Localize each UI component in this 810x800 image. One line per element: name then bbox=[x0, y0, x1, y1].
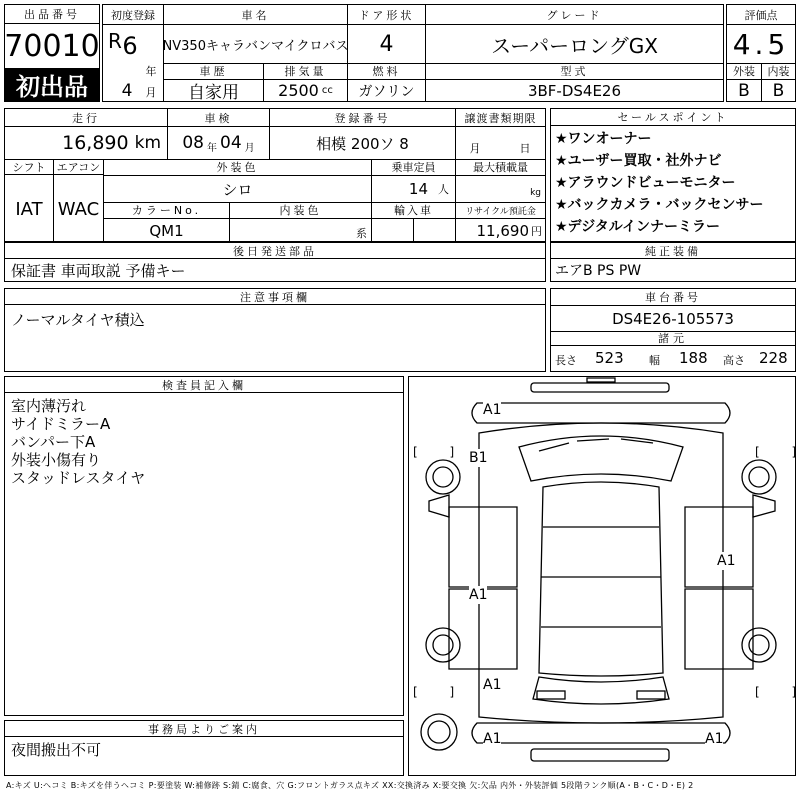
vehicle-details-grid bbox=[4, 108, 546, 242]
inspection-month-unit: 月 bbox=[244, 142, 255, 154]
reg-year: 6 bbox=[122, 32, 138, 60]
bracket-right-front: [ ] bbox=[755, 445, 810, 459]
inspector-line: 外装小傷有り bbox=[11, 451, 102, 469]
score: 4.5 bbox=[732, 27, 790, 61]
front-panel bbox=[472, 403, 730, 423]
ext-grade: B bbox=[738, 80, 750, 101]
model: 3BF-DS4E26 bbox=[527, 81, 622, 100]
spare-wheel bbox=[421, 714, 457, 750]
capacity-label: 乗車定員 bbox=[391, 161, 436, 174]
chassis-box bbox=[550, 288, 796, 372]
later-parts: 保証書 車両取説 予備キー bbox=[11, 262, 186, 280]
int-color-unit: 系 bbox=[356, 227, 367, 240]
lot-number-box bbox=[4, 4, 100, 102]
capacity-unit: 人 bbox=[438, 183, 449, 196]
door-label: ドア形状 bbox=[358, 8, 415, 22]
max-load-unit: kg bbox=[530, 187, 541, 198]
notes-label: 注意事項欄 bbox=[5, 289, 545, 305]
left-front-door bbox=[449, 507, 517, 587]
inspector-line: 室内薄汚れ bbox=[11, 397, 87, 415]
transfer-label: 譲渡書類期限 bbox=[464, 111, 537, 125]
month-unit: 月 bbox=[145, 86, 157, 99]
first-listing-badge: 初出品 bbox=[5, 68, 99, 101]
ext-color: シロ bbox=[222, 180, 253, 199]
color-no-label: カラーNo. bbox=[131, 204, 202, 217]
inspection-month: 04 bbox=[220, 133, 242, 153]
ext-grade-label: 外装 bbox=[733, 65, 755, 78]
wheel-rear-right bbox=[742, 628, 776, 662]
lot-number: 70010 bbox=[4, 28, 100, 64]
mileage-unit: km bbox=[134, 133, 161, 153]
plate-label: 登録番号 bbox=[334, 111, 391, 125]
damage-mark: A1 bbox=[483, 677, 502, 693]
notes-box bbox=[4, 288, 546, 372]
later-parts-label: 後日発送部品 bbox=[5, 243, 545, 259]
displacement-label: 排気量 bbox=[284, 65, 327, 78]
int-grade-label: 内装 bbox=[767, 65, 790, 78]
lot-no-label: 出品番号 bbox=[5, 5, 99, 24]
plate: 相模 200ソ 8 bbox=[316, 134, 409, 153]
chassis-label: 車台番号 bbox=[645, 291, 701, 304]
inspector-line: サイドミラーA bbox=[11, 415, 111, 433]
left-mirror bbox=[429, 495, 449, 517]
chassis-number: DS4E26-105573 bbox=[612, 309, 734, 328]
mileage-cell bbox=[5, 127, 167, 159]
capacity-cell bbox=[372, 176, 455, 202]
sales-point: ★バックカメラ・バックセンサー bbox=[555, 197, 764, 213]
wheel-rear-left bbox=[426, 628, 460, 662]
inspection-year-unit: 年 bbox=[207, 142, 217, 154]
first-reg-label: 初度登録 bbox=[111, 8, 155, 22]
sales-point: ★ワンオーナー bbox=[555, 131, 652, 147]
top-info-grid bbox=[102, 4, 724, 102]
damage-mark: A1 bbox=[483, 731, 502, 747]
capacity: 14 bbox=[408, 180, 428, 198]
damage-diagram-box bbox=[408, 376, 810, 776]
bracket-right-rear: [ ] bbox=[755, 685, 810, 699]
max-load-label: 最大積載量 bbox=[473, 161, 528, 174]
int-grade: B bbox=[772, 80, 785, 101]
recycle-fee: 11,690 bbox=[476, 222, 529, 240]
legend-footer: A:キズ U:ヘコミ B:キズを伴うヘコミ P:要塗装 W:補修跡 S:錆 C:腐食、穴 G:フロントガラス点キズ XX:交換済み X:要交換 欠:欠品 内外・外装評価 5段階ランク順(A・B・C・D・E) 2 bbox=[6, 781, 694, 790]
displacement: 2500 bbox=[278, 81, 319, 100]
bracket-left-rear: [ ] bbox=[413, 685, 469, 699]
damage-mark: A1 bbox=[705, 731, 724, 747]
ac-label: エアコン bbox=[54, 159, 103, 175]
year-unit: 年 bbox=[145, 65, 157, 78]
model-label: 型式 bbox=[560, 65, 589, 78]
inspector-box bbox=[4, 376, 404, 716]
mileage: 16,890 bbox=[62, 132, 129, 154]
std-equipment-box bbox=[550, 242, 796, 282]
shift-label: シフト bbox=[5, 159, 53, 175]
bracket-left-front: [ ] bbox=[413, 445, 469, 459]
transfer-day: 日 bbox=[519, 142, 531, 155]
grade-label: グレード bbox=[546, 8, 603, 22]
sales-point: ★デジタルインナーミラー bbox=[555, 219, 721, 235]
car-name: NV350キャラバンマイクロバス bbox=[162, 38, 349, 54]
sales-points-box bbox=[550, 108, 796, 242]
transfer-month: 月 bbox=[469, 142, 481, 155]
inspection-label: 車検 bbox=[204, 111, 233, 125]
recycle-unit: 円 bbox=[531, 225, 542, 238]
office-text: 夜間搬出不可 bbox=[11, 741, 102, 759]
rear-bumper bbox=[531, 749, 669, 761]
width: 188 bbox=[679, 349, 708, 367]
ext-color-label: 外装色 bbox=[216, 161, 259, 174]
color-no: QM1 bbox=[149, 222, 184, 240]
mileage-label: 走行 bbox=[72, 111, 100, 125]
std-equipment: エアB PS PW bbox=[555, 263, 642, 279]
shift: IAT bbox=[15, 199, 43, 220]
inspection-cell bbox=[168, 127, 269, 159]
dims-label: 諸元 bbox=[658, 332, 688, 345]
front-grille bbox=[587, 378, 615, 382]
office-box bbox=[4, 720, 404, 776]
displacement-unit: cc bbox=[321, 85, 333, 96]
damage-mark: A1 bbox=[469, 587, 488, 603]
history-label: 車歴 bbox=[199, 65, 228, 78]
sales-points-label: セールスポイント bbox=[551, 109, 795, 126]
rear-panel bbox=[472, 723, 730, 743]
right-rear-door bbox=[685, 589, 753, 669]
wheel-front-left bbox=[426, 460, 460, 494]
era: R bbox=[108, 29, 122, 53]
length-label: 長さ bbox=[555, 354, 577, 367]
right-front-door bbox=[685, 507, 753, 587]
score-label: 評価点 bbox=[744, 8, 778, 22]
height-label: 高さ bbox=[723, 354, 745, 367]
damage-mark: A1 bbox=[717, 553, 736, 569]
wheel-front-right bbox=[742, 460, 776, 494]
sales-point: ★ユーザー買取・社外ナビ bbox=[555, 153, 722, 169]
notes-text: ノーマルタイヤ積込 bbox=[11, 311, 145, 329]
inspection-year: 08 bbox=[182, 133, 204, 153]
damage-mark: A1 bbox=[483, 402, 502, 418]
std-equipment-label: 純正装備 bbox=[551, 243, 795, 259]
recycle-cell bbox=[456, 219, 545, 243]
roof bbox=[539, 482, 663, 676]
import-label: 輸入車 bbox=[394, 204, 433, 217]
int-color-label: 内装色 bbox=[279, 204, 322, 217]
displacement-cell bbox=[264, 80, 347, 101]
grade: スーパーロングGX bbox=[491, 33, 658, 58]
vehicle-outline-diagram bbox=[409, 377, 795, 775]
length: 523 bbox=[595, 349, 624, 367]
inspector-line: バンパー下A bbox=[11, 433, 96, 451]
score-box bbox=[726, 4, 796, 102]
car-name-label: 車名 bbox=[241, 8, 270, 22]
windshield bbox=[519, 436, 683, 481]
reg-month: 4 bbox=[121, 81, 133, 101]
fuel-label: 燃料 bbox=[372, 65, 401, 78]
damage-mark: B1 bbox=[469, 450, 488, 466]
office-label: 事務局よりご案内 bbox=[5, 721, 403, 737]
width-label: 幅 bbox=[649, 354, 660, 367]
sales-point: ★アラウンドビューモニター bbox=[555, 175, 736, 191]
body-outline bbox=[479, 423, 723, 723]
fuel: ガソリン bbox=[358, 83, 415, 100]
inspector-line: スタッドレスタイヤ bbox=[11, 469, 146, 487]
ac: WAC bbox=[57, 199, 100, 220]
height: 228 bbox=[759, 349, 788, 367]
recycle-label: リサイクル預託金 bbox=[465, 206, 536, 217]
right-mirror bbox=[753, 495, 775, 517]
inspector-label: 検査員記入欄 bbox=[5, 377, 403, 393]
doors: 4 bbox=[379, 31, 394, 57]
front-bumper bbox=[531, 383, 669, 392]
history: 自家用 bbox=[188, 83, 239, 103]
later-parts-box bbox=[4, 242, 546, 282]
wiper bbox=[539, 439, 653, 451]
